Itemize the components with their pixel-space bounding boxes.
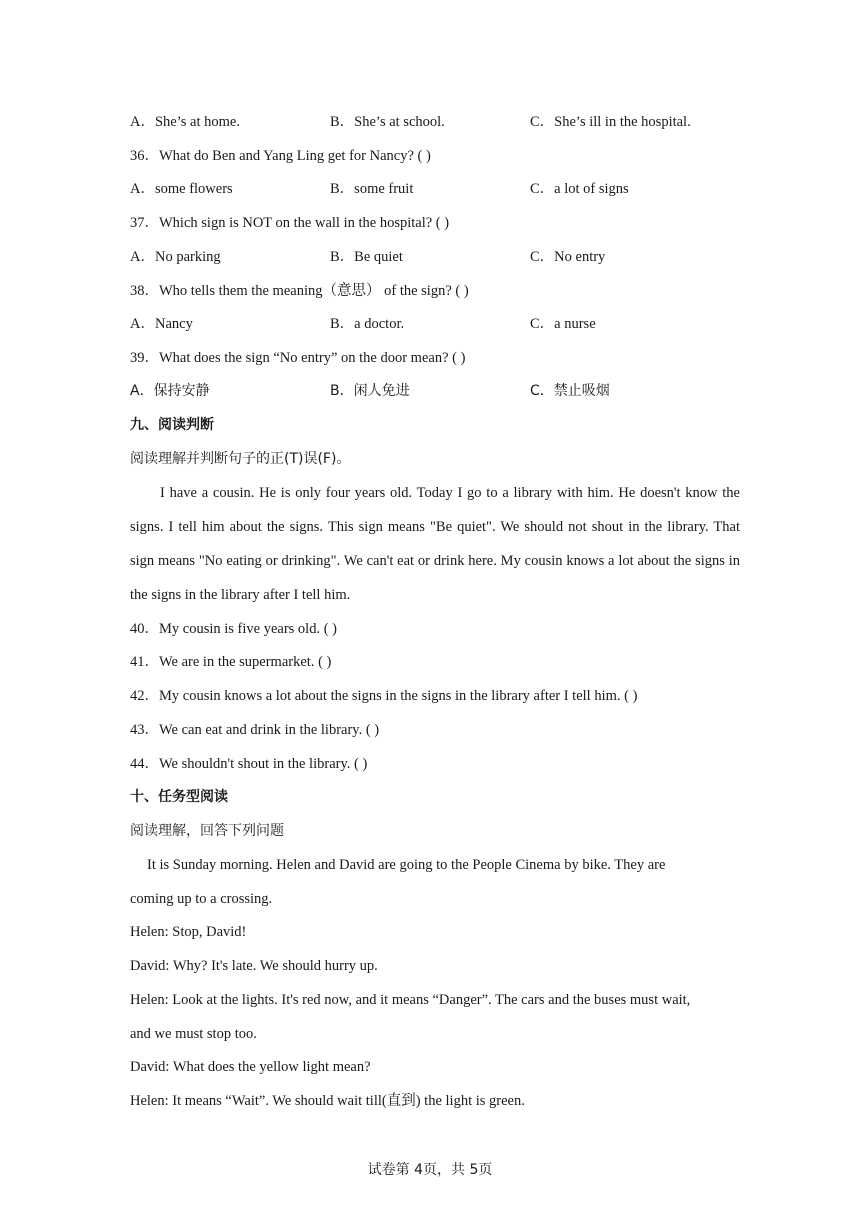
section-10-heading: 十、任务型阅读 — [130, 789, 228, 805]
dialogue-line-4: and we must stop too. — [130, 1026, 257, 1042]
dialogue-line-5: David: What does the yellow light mean? — [130, 1059, 371, 1075]
dialogue-line-1: Helen: Stop, David! — [130, 924, 247, 940]
section-9-instruction: 阅读理解并判断句子的正(T)误(F)。 — [130, 451, 351, 467]
dialogue-line-3: Helen: Look at the lights. It's red now, and it means “Danger”. The cars and the buses must wait, — [130, 992, 691, 1008]
q37-question: 37．Which sign is NOT on the wall in the hospital? ( ) — [130, 215, 450, 231]
section-10-instruction: 阅读理解，回答下列问题 — [130, 823, 284, 839]
q39-option-c: C．禁止吸烟 — [530, 383, 610, 399]
q37-option-a: A．No parking — [130, 249, 221, 265]
q38-option-b: B．a doctor. — [330, 316, 405, 332]
q44-statement: 44．We shouldn't shout in the library. ( ) — [130, 756, 368, 772]
dialogue-line-2: David: Why? It's late. We should hurry up. — [130, 958, 378, 974]
dialogue-line-6: Helen: It means “Wait”. We should wait till(直到) the light is green. — [130, 1093, 525, 1109]
q43-statement: 43．We can eat and drink in the library. ( ) — [130, 722, 380, 738]
q42-statement: 42．My cousin knows a lot about the signs in the signs in the library after I tell him. ( ) — [130, 688, 638, 704]
q36-option-a: A．some flowers — [130, 181, 233, 197]
q36-option-b: B．some fruit — [330, 181, 414, 197]
q40-statement: 40．My cousin is five years old. ( ) — [130, 621, 337, 637]
q35-option-a: A．She’s at home. — [130, 114, 240, 130]
section-9-passage: I have a cousin. He is only four years old. Today I go to a library with him. He doesn't know the signs. I tell him about the signs. This sign means "Be quiet". We should not shout in the library. That sign means "No eating or drinking". We can't eat or drink here. My cousin knows a lot about the signs in the signs in the library after I tell him. — [130, 485, 740, 603]
q38-question: 38．Who tells them the meaning（意思） of the sign? ( ) — [130, 283, 469, 299]
q39-option-a: A．保持安静 — [130, 383, 210, 399]
q35-option-b: B．She’s at school. — [330, 114, 445, 130]
section-10-intro: It is Sunday morning. Helen and David are going to the People Cinema by bike. They are coming up to a crossing. — [130, 857, 666, 907]
q36-option-c: C．a lot of signs — [530, 181, 629, 197]
section-9-heading: 九、阅读判断 — [130, 417, 214, 433]
page-footer: 试卷第 4页，共 5页 — [367, 1162, 493, 1178]
q36-question: 36．What do Ben and Yang Ling get for Nancy? ( ) — [130, 148, 431, 164]
q38-option-c: C．a nurse — [530, 316, 596, 332]
q41-statement: 41．We are in the supermarket. ( ) — [130, 654, 332, 670]
q35-option-c: C．She’s ill in the hospital. — [530, 114, 691, 130]
q39-option-b: B．闲人免进 — [330, 383, 410, 399]
q39-question: 39．What does the sign “No entry” on the door mean? ( ) — [130, 350, 466, 366]
q37-option-c: C．No entry — [530, 249, 606, 265]
q37-option-b: B．Be quiet — [330, 249, 403, 265]
q38-option-a: A．Nancy — [130, 316, 193, 332]
